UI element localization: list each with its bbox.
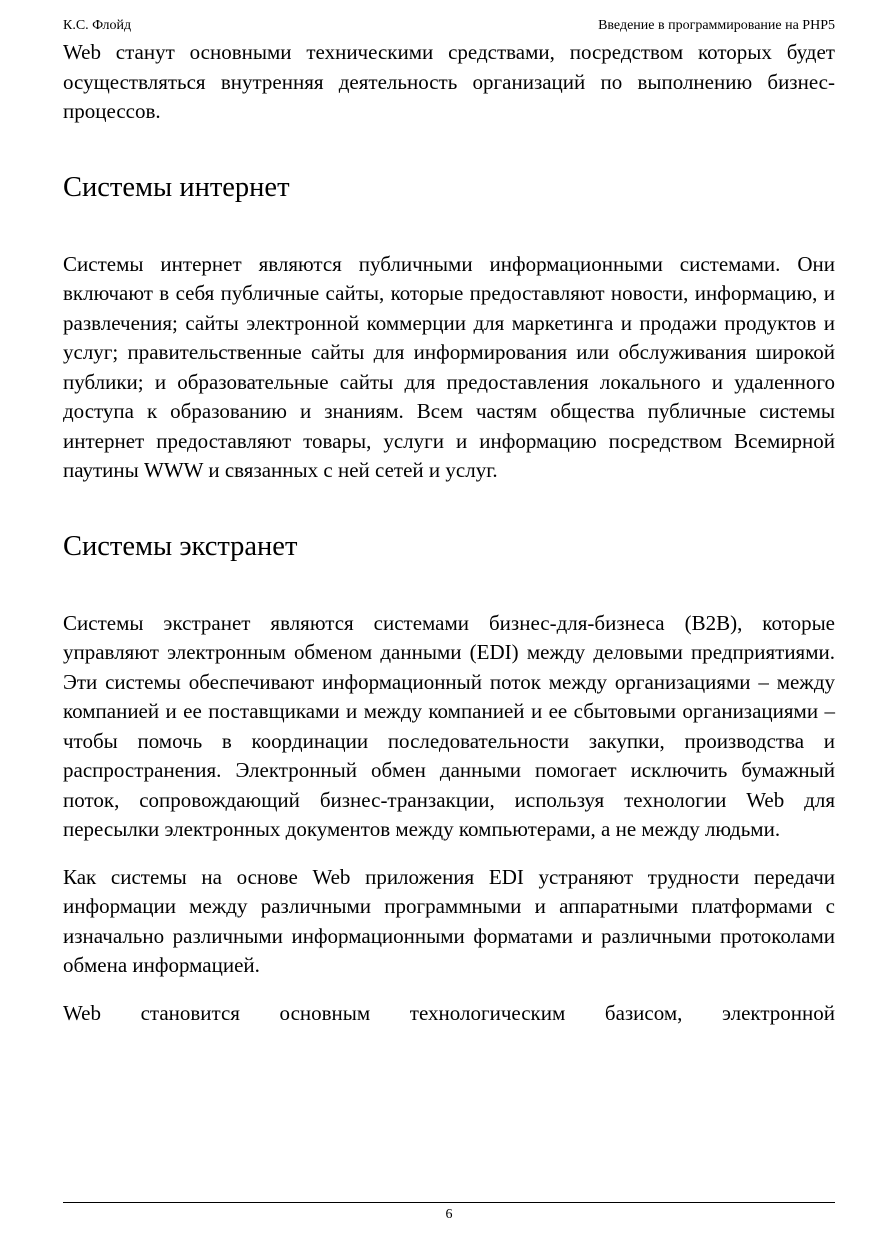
extranet-paragraph-3: Web становится основным технологическим базисом, электронной xyxy=(63,1000,835,1025)
page-number: 6 xyxy=(445,1207,453,1222)
running-header xyxy=(63,17,835,35)
internet-paragraph: Системы интернет являются публичными информационными системами. Они включают в себя публичные сайты, которые предоставляют новости, информацию, и развлечения; сайты электронной коммерции для маркетинга и продажи продуктов и услуг; правительственные сайты для информирования или обслуживания широкой публики; и образовательные сайты для предоставления локального и удаленного доступа к образованию и знаниям. Всем частям общества публичные системы интернет предоставляют товары, услуги и информацию посредством Всемирной паутины WWW и связанных с ней сетей и услуг. xyxy=(63,251,835,482)
page-content xyxy=(63,38,835,1028)
intro-paragraph: Web станут основными техническими средствами, посредством которых будет осуществляться внутренняя деятельность организаций по выполнению бизнес-процессов. xyxy=(63,40,835,123)
extranet-paragraph-2: Как системы на основе Web приложения EDI устраняют трудности передачи информации между различными программными и аппаратными платформами с изначально различными информационными форматами и различными протоколами обмена информацией. xyxy=(63,864,835,977)
section-heading-internet: Системы интернет xyxy=(63,171,290,203)
extranet-paragraph-1: Системы экстранет являются системами бизнес-для-бизнеса (B2B), которые управляют электронным обменом данными (EDI) между деловыми предприятиями. Эти системы обеспечивают информационный поток между организациями – между компанией и ее поставщиками и между компанией и ее сбытовыми организациями – чтобы помочь в координации последовательности закупки, производства и распространения. Электронный обмен данными помогает исключить бумажный поток, сопровождающий бизнес-транзакции, используя технологии Web для пересылки электронных документов между компьютерами, а не между людьми. xyxy=(63,610,835,841)
footer-rule xyxy=(63,1202,835,1203)
document-page xyxy=(63,0,835,1241)
section-heading-extranet: Системы экстранет xyxy=(63,530,298,562)
header-book-title: Введение в программирование на PHP5 xyxy=(598,18,835,33)
header-author: К.С. Флойд xyxy=(63,18,132,33)
